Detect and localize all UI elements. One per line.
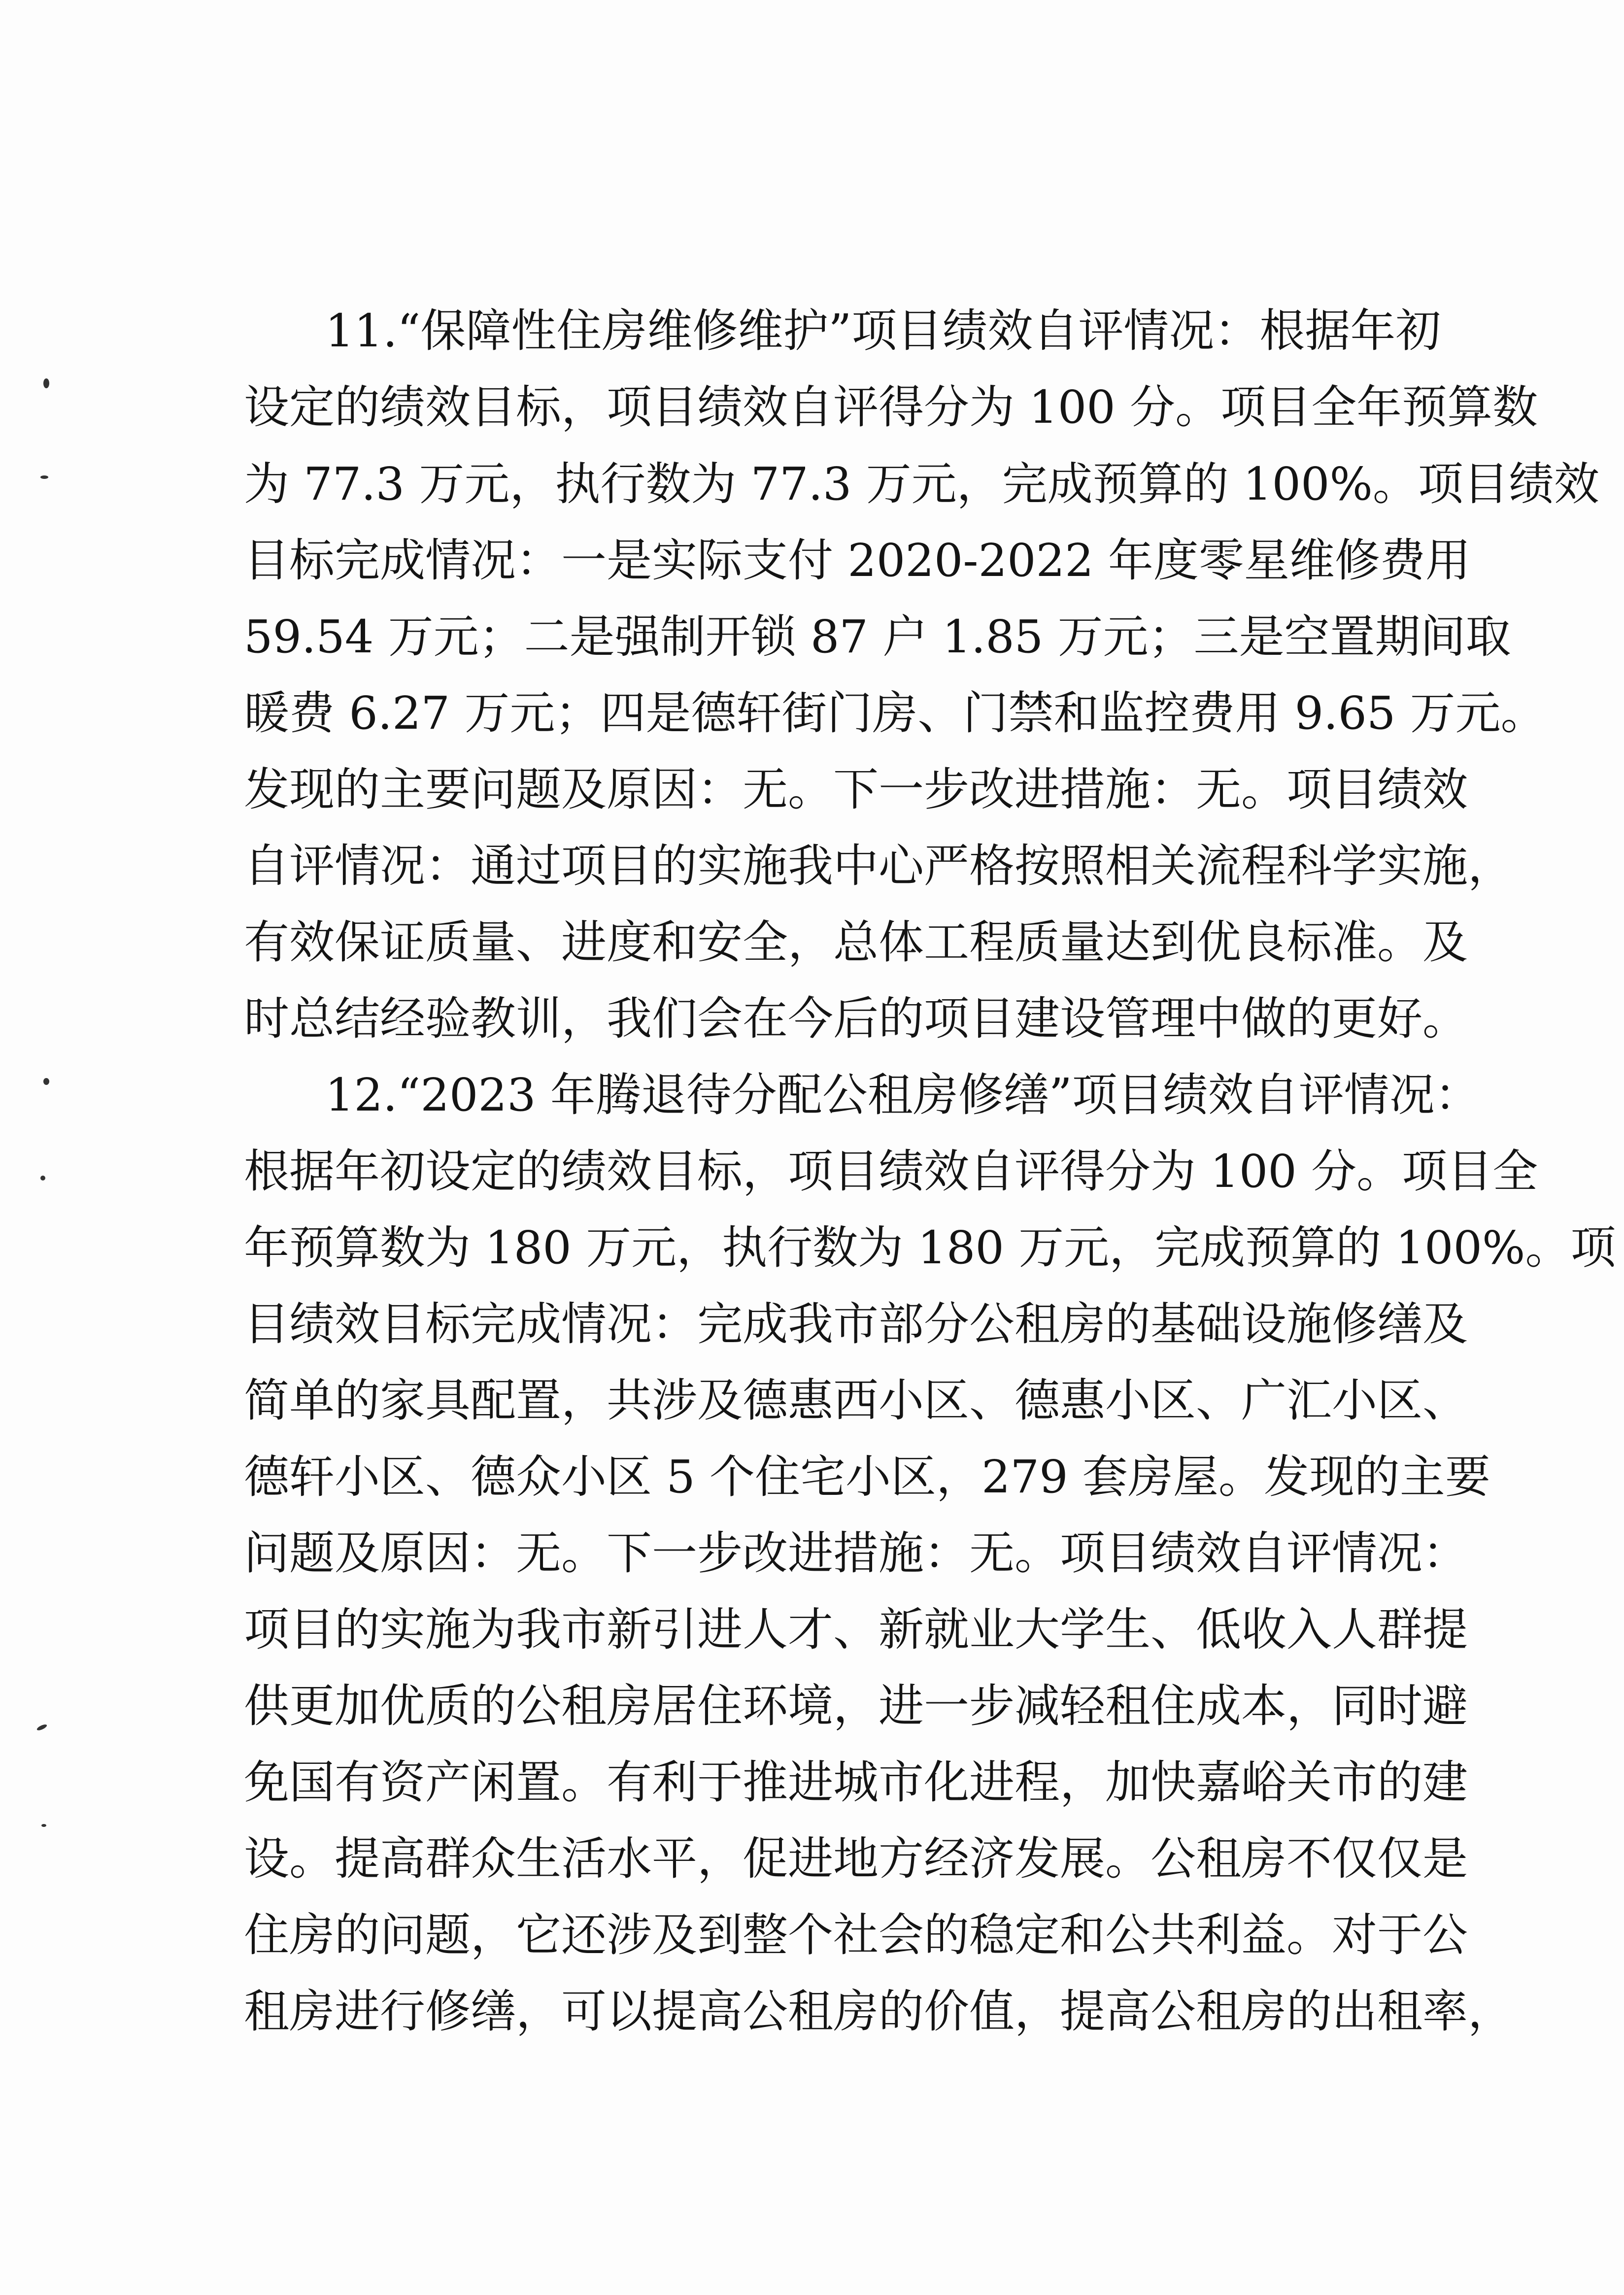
paragraph-12-line-6: 德轩小区、德众小区 5 个住宅小区，279 套房屋。发现的主要 bbox=[244, 1451, 1490, 1503]
paragraph-12-line-8: 项目的实施为我市新引进人才、新就业大学生、低收入人群提 bbox=[244, 1603, 1468, 1656]
paragraph-12-line-11: 设。提高群众生活水平，促进地方经济发展。公租房不仅仅是 bbox=[244, 1832, 1468, 1885]
paragraph-12-line-3: 年预算数为 180 万元，执行数为 180 万元，完成预算的 100%。项 bbox=[244, 1221, 1616, 1274]
paragraph-11-line-3: 为 77.3 万元，执行数为 77.3 万元，完成预算的 100%。项目绩效 bbox=[244, 458, 1599, 510]
paragraph-12-line-7: 问题及原因：无。下一步改进措施：无。项目绩效自评情况： bbox=[244, 1527, 1468, 1580]
paragraph-11-line-8: 自评情况：通过项目的实施我中心严格按照相关流程科学实施， bbox=[244, 840, 1514, 892]
scan-speck bbox=[40, 475, 48, 479]
paragraph-12-line-2: 根据年初设定的绩效目标，项目绩效自评得分为 100 分。项目全 bbox=[244, 1145, 1538, 1198]
paragraph-11-line-1: 11.“保障性住房维修维护”项目绩效自评情况：根据年初 bbox=[325, 304, 1441, 357]
paragraph-11-line-10: 时总结经验教训，我们会在今后的项目建设管理中做的更好。 bbox=[244, 992, 1468, 1045]
paragraph-11-line-7: 发现的主要问题及原因：无。下一步改进措施：无。项目绩效 bbox=[244, 763, 1468, 816]
paragraph-12-line-12: 住房的问题，它还涉及到整个社会的稳定和公共利益。对于公 bbox=[244, 1909, 1468, 1961]
paragraph-11-line-6: 暖费 6.27 万元；四是德轩街门房、门禁和监控费用 9.65 万元。 bbox=[244, 687, 1546, 740]
paragraph-11-line-4: 目标完成情况：一是实际支付 2020-2022 年度零星维修费用 bbox=[244, 534, 1471, 587]
scan-speck bbox=[40, 1176, 45, 1181]
paragraph-11-line-9: 有效保证质量、进度和安全，总体工程质量达到优良标准。及 bbox=[244, 916, 1468, 969]
paragraph-11-line-2: 设定的绩效目标，项目绩效自评得分为 100 分。项目全年预算数 bbox=[244, 381, 1538, 434]
paragraph-11-line-5: 59.54 万元；二是强制开锁 87 户 1.85 万元；三是空置期间取 bbox=[244, 610, 1511, 663]
scan-speck bbox=[43, 378, 49, 388]
paragraph-12-line-9: 供更加优质的公租房居住环境，进一步减轻租住成本，同时避 bbox=[244, 1680, 1468, 1732]
paragraph-12-line-5: 简单的家具配置，共涉及德惠西小区、德惠小区、广汇小区、 bbox=[244, 1374, 1468, 1427]
paragraph-12-line-10: 免国有资产闲置。有利于推进城市化进程，加快嘉峪关市的建 bbox=[244, 1756, 1468, 1809]
scan-speck bbox=[41, 1824, 46, 1827]
paragraph-12-line-13: 租房进行修缮，可以提高公租房的价值，提高公租房的出租率， bbox=[244, 1985, 1514, 2038]
scan-speck bbox=[36, 1723, 47, 1732]
paragraph-12-line-4: 目绩效目标完成情况：完成我市部分公租房的基础设施修缮及 bbox=[244, 1298, 1468, 1350]
scan-speck bbox=[43, 1078, 49, 1085]
paragraph-12-line-1: 12.“2023 年腾退待分配公租房修缮”项目绩效自评情况： bbox=[325, 1069, 1480, 1121]
